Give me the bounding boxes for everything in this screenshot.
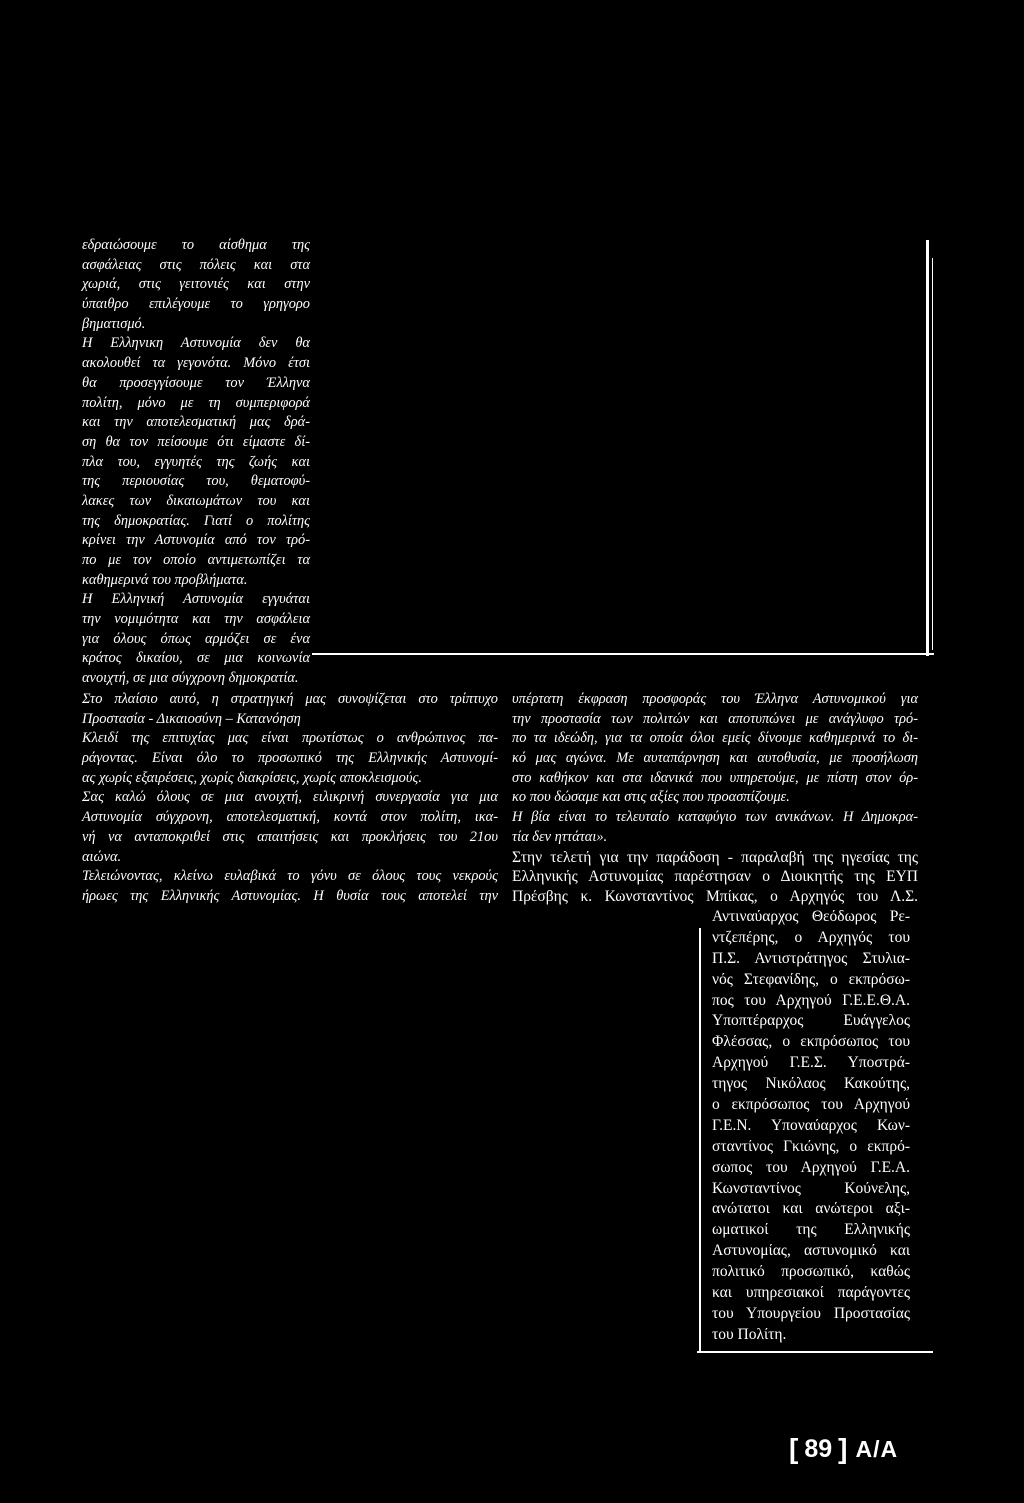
text-line: Φλέσσας, ο εκπρόσωπος του xyxy=(712,1033,910,1051)
text-line: εδραιώσουμε το αίσθημα της xyxy=(82,237,310,253)
paragraph xyxy=(512,690,918,808)
text-line: και την αποτελεσματική μας δρά- xyxy=(82,414,310,431)
text-line: τία δεν ηττάται». xyxy=(512,828,608,845)
text-line: Κωνσταντίνος Κούνελης, xyxy=(712,1179,910,1197)
text-line: Η βία είναι το τελευταίο καταφύγιο των ανικάνων. Η Δημοκρα- xyxy=(512,809,918,826)
text-line: Γ.Ε.Ν. Υποναύαρχος Κων- xyxy=(712,1116,910,1134)
paragraph xyxy=(512,848,918,907)
text-line: Σας καλώ όλους σε μια ανοιχτή, ειλικρινή συνεργασία για μια xyxy=(82,789,498,806)
text-line: ακολουθεί τα γεγονότα. Μόνο έτσι xyxy=(82,355,310,372)
text-line: νός Στεφανίδης, ο εκπρόσω- xyxy=(712,970,910,988)
text-line: ύπαιθρο επιλέγουμε το γρηγορο xyxy=(82,296,310,313)
text-line: στο καθήκον και στα ιδανικά που υπηρετούμε, με πίστη στον όρ- xyxy=(512,769,918,786)
text-line: πλα του, εγγυητές της ζωής και xyxy=(82,453,310,470)
text-line: Αντιναύαρχος Θεόδωρος Ρε- xyxy=(712,908,910,925)
text-line: Η Ελληνικη Αστυνομία δεν θα xyxy=(82,335,310,352)
text-line: χωριά, στις γειτονιές και στην xyxy=(82,276,310,293)
text-line: τηγος Νικόλαος Κακούτης, xyxy=(712,1075,910,1093)
text-line: Αστυνομίας, αστυνομικό και xyxy=(712,1242,910,1260)
text-line: βηματισμό. xyxy=(82,315,146,332)
text-line: ήρωες της Ελληνικής Αστυνομίας. Η θυσία τους αποτελεί την xyxy=(82,887,498,904)
text-line: πολίτη, μόνο με τη συμπεριφορά xyxy=(82,394,310,411)
text-line: ράγοντας. Είναι όλο το προσωπικό της Ελληνικής Αστυνομί- xyxy=(82,750,498,767)
paragraph xyxy=(512,808,918,847)
text-line: πος του Αρχηγού Γ.Ε.Ε.Θ.Α. xyxy=(712,991,910,1009)
text-line: καθημερινά του προβλήματα. xyxy=(82,571,248,588)
text-line: κό μας αγώνα. Με αυταπάρνηση και αυτοθυσία, με προσήλωση xyxy=(512,750,918,767)
text-line: του Υπουργείου Προστασίας xyxy=(712,1304,910,1322)
text-line: κρίνει την Αστυνομία από τον τρό- xyxy=(82,532,310,549)
text-line: ο εκπρόσωπος του Αρχηγού xyxy=(712,1096,910,1114)
text-line: ας χωρίς εξαιρέσεις, χωρίς διακρίσεις, χωρίς αποκλεισμούς. xyxy=(82,769,422,786)
page-footer xyxy=(789,1432,921,1466)
vertical-divider-rule-lower xyxy=(699,928,701,1352)
text-line: θα προσεγγίσουμε τον Έλληνα xyxy=(82,374,310,391)
paragraph xyxy=(82,690,498,729)
text-line: λακες των δικαιωμάτων του και xyxy=(82,492,310,509)
paragraph xyxy=(82,788,498,867)
ceremony-text-wide xyxy=(512,848,918,907)
page-number-bracket-open: [ xyxy=(789,1433,799,1464)
text-line: και υπηρεσιακοί παράγοντες xyxy=(712,1284,910,1302)
paragraph xyxy=(82,334,310,590)
text-line: Στο πλαίσιο αυτό, η στρατηγική μας συνοψίζεται στο τρίπτυχο xyxy=(82,691,498,707)
text-line: Ελληνικής Αστυνομίας παρέστησαν ο Διοικητής της ΕΥΠ xyxy=(512,868,918,886)
text-line: Πρέσβης κ. Κωνσταντίνος Μπίκας, ο Αρχηγός του Λ.Σ. xyxy=(512,887,918,905)
text-line: αιώνα. xyxy=(82,848,122,865)
text-line: Τελειώνοντας, κλείνω ευλαβικά το γόνυ σε όλους τους νεκρούς xyxy=(82,868,498,885)
vertical-divider-rule-thin xyxy=(932,258,933,650)
text-line: ασφάλειας στις πόλεις και στα xyxy=(82,256,310,273)
text-line: της περιουσίας του, θεματοφύ- xyxy=(82,473,310,490)
left-column-wide-text xyxy=(82,690,498,907)
text-line: κράτος δικαίου, σε μια κοινωνία xyxy=(82,650,310,667)
text-line: υπέρτατη έκφραση προσφοράς του Έλληνα Αστυνομικού για xyxy=(512,691,918,707)
text-line: κο που δώσαμε και στις αξίες που προασπίζουμε. xyxy=(512,789,790,806)
text-line: πολιτικό προσωπικό, καθώς xyxy=(712,1263,910,1281)
text-line: Π.Σ. Αντιστράτηγος Στυλια- xyxy=(712,949,910,967)
text-line: ωματικοί της Ελληνικής xyxy=(712,1221,910,1239)
left-column-narrow-text xyxy=(82,236,310,689)
text-line: της δημοκρατίας. Γιατί ο πολίτης xyxy=(82,512,310,529)
paragraph xyxy=(82,729,498,788)
text-line: Υποπτέραρχος Ευάγγελος xyxy=(712,1012,910,1030)
right-column-italic-text xyxy=(512,690,918,848)
horizontal-divider-rule xyxy=(312,653,934,655)
text-line: Αρχηγού Γ.Ε.Σ. Υποστρά- xyxy=(712,1054,910,1072)
paragraph xyxy=(712,907,910,1346)
text-line: Η Ελληνική Αστυνομία εγγυάται xyxy=(82,591,310,608)
page-number-bracket-close: ] xyxy=(838,1433,848,1464)
vertical-divider-rule xyxy=(926,240,929,656)
text-line: σωπος του Αρχηγού Γ.Ε.Α. xyxy=(712,1158,910,1176)
text-line: του Πολίτη. xyxy=(712,1325,787,1343)
text-line: σταντίνος Γκιώνης, ο εκπρό- xyxy=(712,1137,910,1155)
section-label: Α/Α xyxy=(855,1436,899,1462)
text-line: Κλειδί της επιτυχίας μας είναι πρωτίστως ο ανθρώπινος πα- xyxy=(82,730,498,747)
ceremony-text-narrow xyxy=(712,907,910,1346)
page-number: 89 xyxy=(804,1435,833,1463)
text-line: την προστασία των πολιτών και αποτυπώνει με ανάγλυφο τρό- xyxy=(512,710,918,727)
text-line: ανοιχτή, σε μια σύγχρονη δημοκρατία. xyxy=(82,670,299,687)
text-line: Αστυνομία σύγχρονη, αποτελεσματική, κοντά στον πολίτη, ικα- xyxy=(82,809,498,826)
text-line: Στην τελετή για την παράδοση - παραλαβή της ηγεσίας της xyxy=(512,848,918,866)
horizontal-divider-rule-lower xyxy=(697,1351,933,1353)
text-line: ντζεπέρης, ο Αρχηγός του xyxy=(712,928,910,946)
text-line: πο τα ιδεώδη, για τα οποία όλοι εμείς δίνουμε καθημερινά το δι- xyxy=(512,730,918,747)
paragraph xyxy=(82,236,310,334)
text-line: για όλους όπως αρμόζει σε ένα xyxy=(82,630,310,647)
text-line: την νομιμότητα και την ασφάλεια xyxy=(82,611,310,628)
text-line: ση θα τον πείσουμε ότι είμαστε δί- xyxy=(82,433,310,450)
paragraph xyxy=(82,590,310,688)
text-line: Προστασία - Δικαιοσύνη – Κατανόηση xyxy=(82,710,301,727)
text-line: νή να ανταποκριθεί στις απαιτήσεις και προκλήσεις του 21ου xyxy=(82,828,498,845)
text-line: πο με τον οποίο αντιμετωπίζει τα xyxy=(82,552,310,568)
text-line: ανώτατοι και ανώτεροι αξι- xyxy=(712,1200,910,1218)
paragraph xyxy=(82,867,498,906)
